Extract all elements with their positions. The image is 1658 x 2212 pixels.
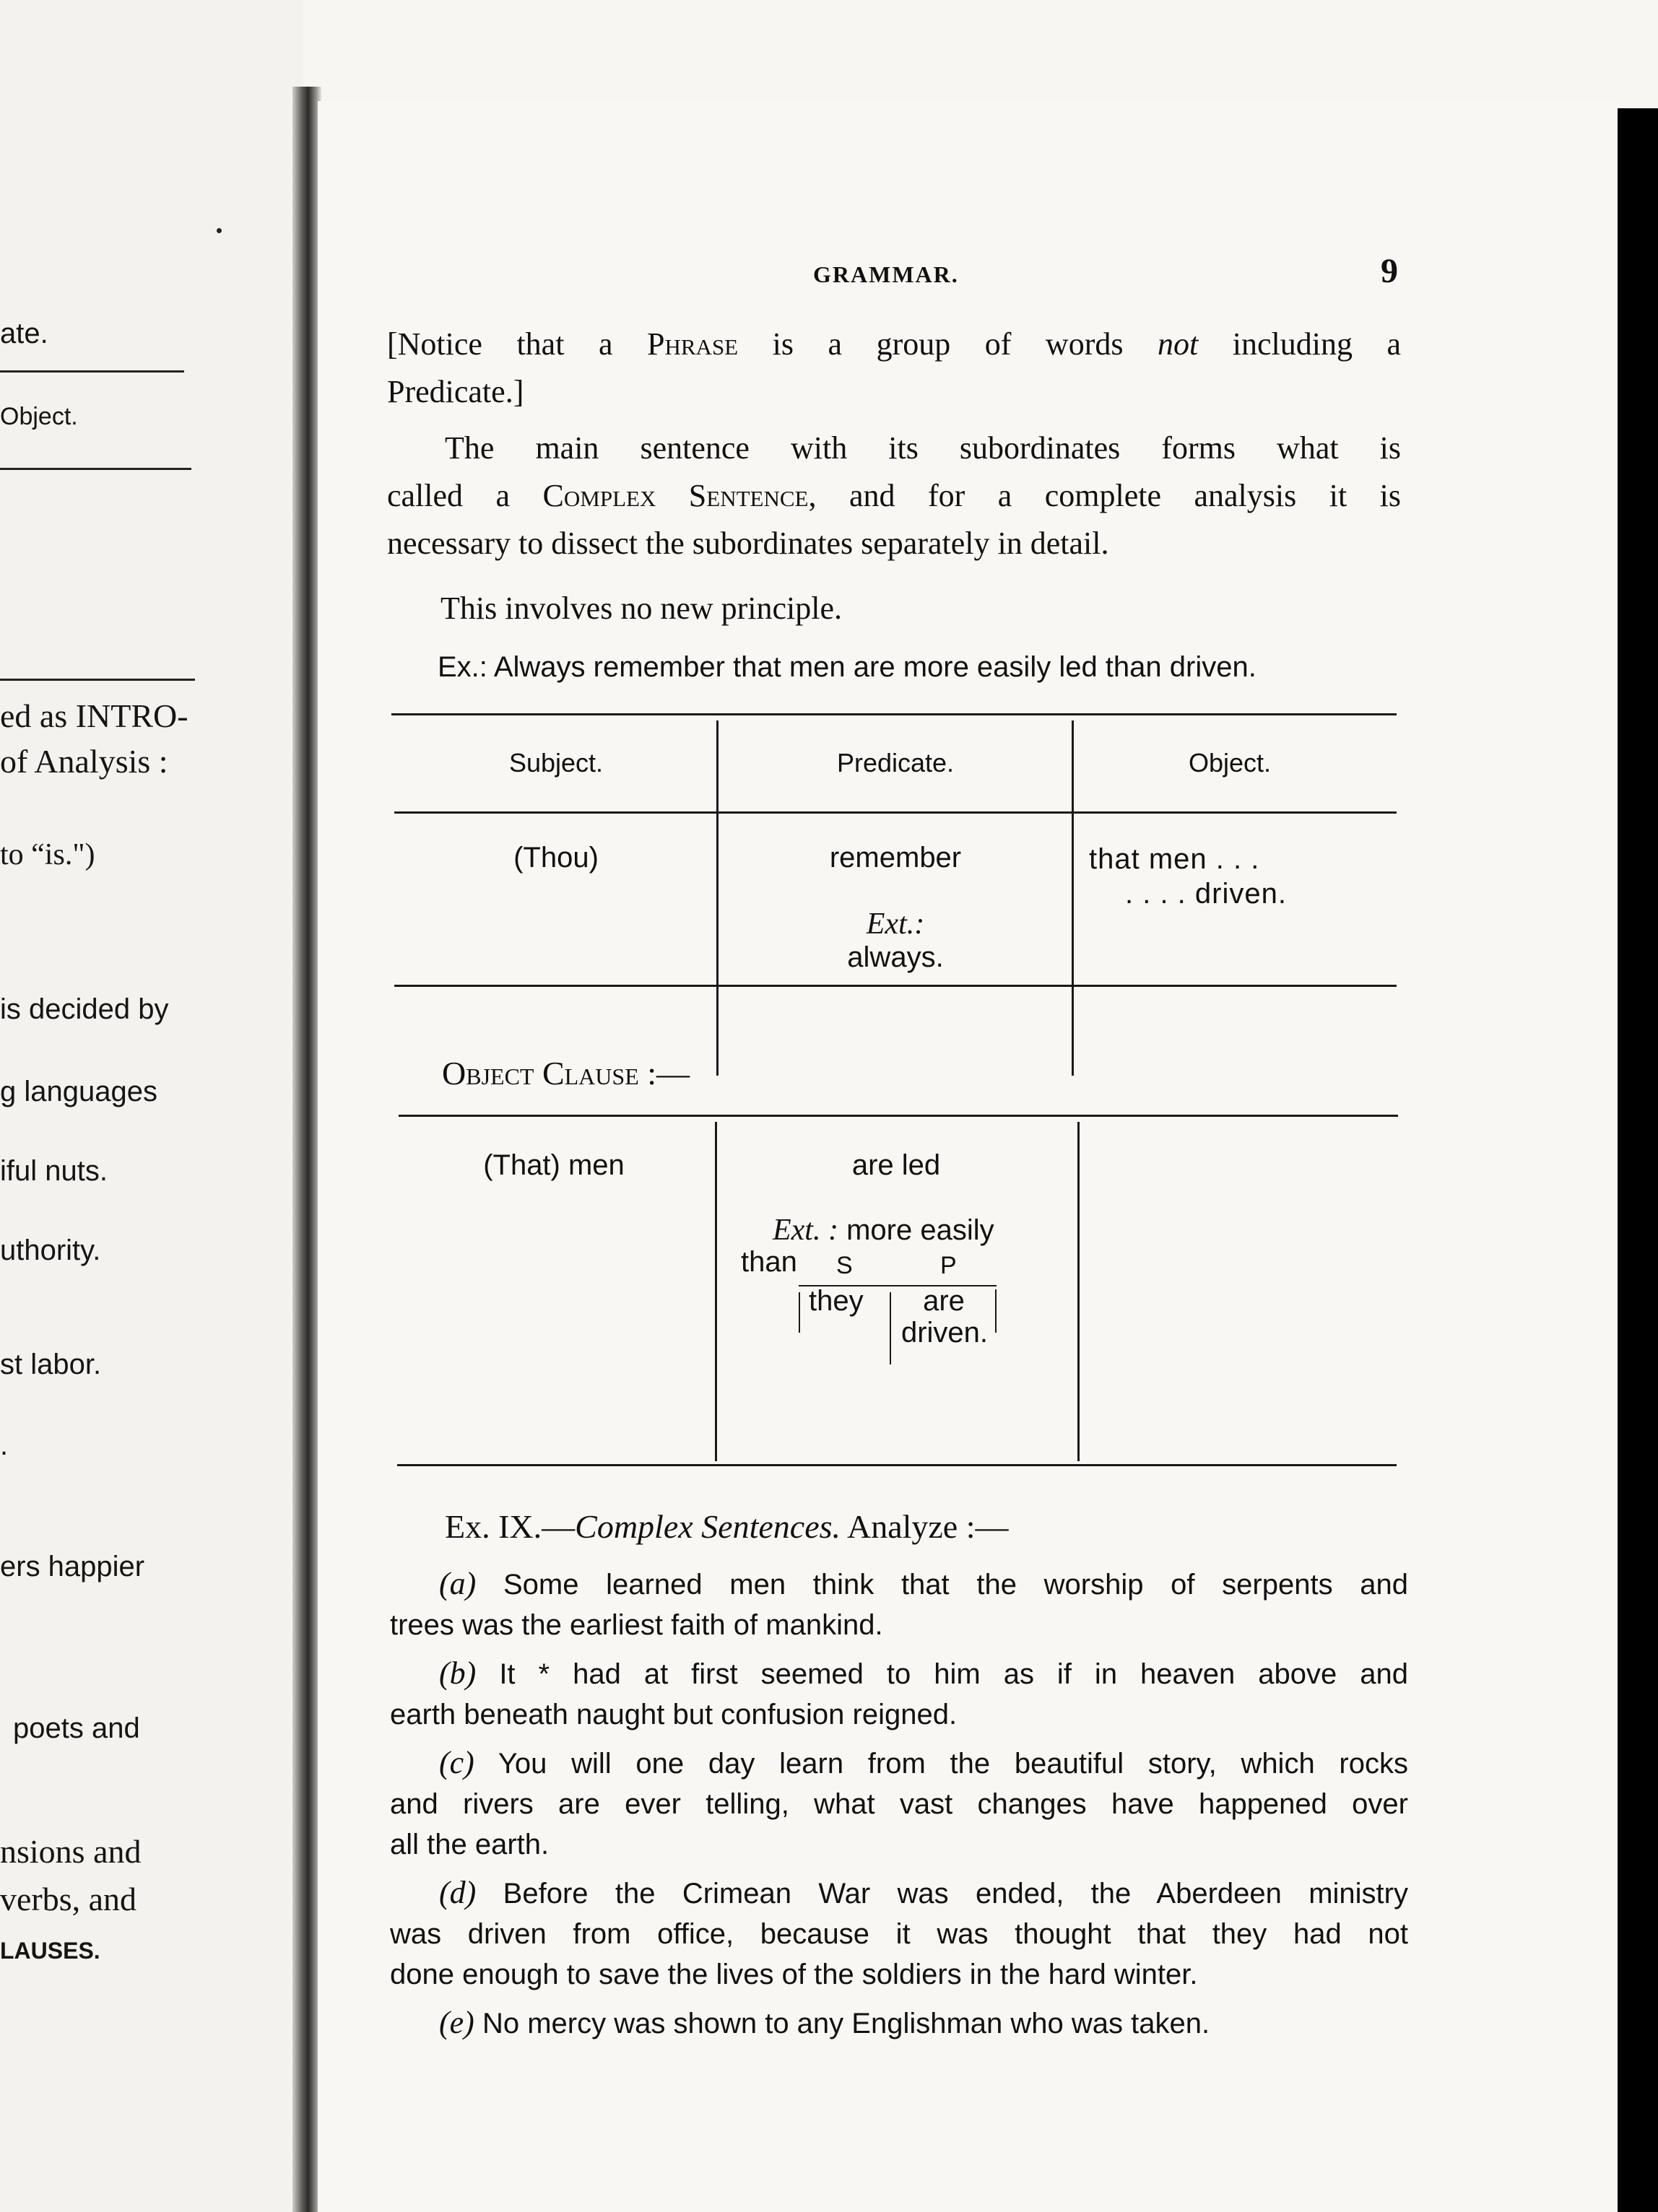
left-rule <box>0 679 195 681</box>
cell-predicate: remember <box>829 842 962 874</box>
clause-subject: (That) men <box>483 1149 625 1181</box>
left-line: of Analysis : <box>0 743 168 780</box>
left-line: Object. <box>0 403 78 430</box>
exercise-item-line <box>390 1743 1408 1784</box>
header-predicate: Predicate. <box>836 748 955 778</box>
left-rule <box>0 468 191 470</box>
notice-term: Phrase <box>647 326 739 362</box>
exercise-item-line: all the earth. <box>390 1829 550 1860</box>
exercise-title: Complex Sentences. <box>575 1508 841 1545</box>
notice-emphasis: not <box>1158 326 1199 362</box>
complex-term: Complex Sentence <box>542 478 809 513</box>
clause-extension <box>773 1213 994 1247</box>
exercise-item-line: earth beneath naught but confusion reigned. <box>390 1699 958 1730</box>
exercise-number: Ex. IX. <box>445 1508 542 1545</box>
example-label: Ex.: <box>438 651 487 683</box>
table-rule-top <box>391 713 1397 715</box>
sub-analysis-divider <box>890 1292 891 1364</box>
sub-analysis-divider <box>995 1289 997 1333</box>
item-text: It * had at first seemed to him as if in heaven above and <box>499 1658 1408 1690</box>
exercise-item-line: was driven from office, because it was thought that they had not <box>390 1918 1408 1950</box>
exercise-item-line <box>390 1653 1408 1694</box>
table-rule-bottom <box>394 985 1397 987</box>
item-label: (e) <box>439 2005 474 2040</box>
table-column-divider <box>716 720 719 1076</box>
left-line: LAUSES. <box>0 1938 100 1964</box>
left-rule <box>0 370 184 373</box>
left-line: to “is.") <box>0 838 95 871</box>
clause-predicate: are led <box>851 1149 941 1181</box>
sub-subject: they <box>809 1285 864 1317</box>
left-line: . <box>0 1429 9 1461</box>
complex-line-1: The main sentence with its subordinates forms what is <box>445 430 1401 466</box>
book-page <box>318 101 1618 2212</box>
exercise-item-b <box>390 1653 1408 1735</box>
left-line: ers happier <box>0 1551 145 1582</box>
left-line: is decided by <box>0 993 169 1025</box>
table-column-divider <box>1072 720 1074 1076</box>
left-line: uthority. <box>0 1235 101 1266</box>
table-rule-header <box>394 811 1397 814</box>
cell-object-line-2: . . . . driven. <box>1125 878 1287 910</box>
left-line: ate. <box>0 318 48 349</box>
clause-extension-text: more easily <box>846 1214 994 1246</box>
principle-line: This involves no new principle. <box>440 591 843 626</box>
clause-p-label: P <box>940 1252 957 1279</box>
ink-speck <box>217 228 222 233</box>
clause-than: than <box>741 1246 797 1278</box>
cell-extension: always. <box>847 941 944 973</box>
exercise-instruction: Analyze :— <box>841 1508 1009 1545</box>
cell-object-line-1: that men . . . <box>1089 843 1260 875</box>
item-text: No mercy was shown to any Englishman who was taken. <box>482 2008 1210 2039</box>
exercise-dash: — <box>542 1508 576 1545</box>
cell-subject: (Thou) <box>513 842 599 874</box>
exercise-item-c <box>390 1743 1408 1865</box>
item-text: Some learned men think that the worship of serpents and <box>503 1569 1408 1601</box>
clause-rule-bottom <box>397 1464 1397 1466</box>
item-text: You will one day learn from the beautiful story, which rocks <box>498 1748 1409 1780</box>
left-line: iful nuts. <box>0 1155 108 1187</box>
item-label: (d) <box>439 1875 477 1910</box>
object-clause-label: Object Clause :— <box>442 1055 690 1092</box>
notice-text: including a <box>1198 326 1402 362</box>
item-label: (a) <box>439 1566 477 1601</box>
exercise-item-line: done enough to save the lives of the soldiers in the hard winter. <box>390 1959 1198 1990</box>
notice-text: [Notice that a <box>387 326 648 362</box>
notice-text: is a group of words <box>738 326 1158 362</box>
exercise-item-line: and rivers are ever telling, what vast changes have happened over <box>390 1788 1408 1820</box>
complex-text: called a <box>387 478 543 513</box>
running-header: GRAMMAR. <box>813 261 959 287</box>
example-text: Always remember that men are more easily led than driven. <box>493 651 1256 683</box>
item-label: (c) <box>439 1745 474 1780</box>
example-line <box>438 651 1256 684</box>
book-gutter <box>292 87 321 2212</box>
cell-extension-label: Ext.: <box>866 907 925 941</box>
page-number: 9 <box>1381 252 1398 290</box>
clause-extension-label: Ext. : <box>773 1214 838 1247</box>
exercise-item-d <box>390 1873 1408 1995</box>
left-line: st labor. <box>0 1349 102 1380</box>
sub-analysis-divider <box>799 1292 800 1333</box>
notice-line-1 <box>387 321 1401 368</box>
clause-s-label: S <box>836 1252 853 1279</box>
complex-line-3: necessary to dissect the subordinates separately in detail. <box>387 526 1109 561</box>
page-top-edge <box>303 0 1658 108</box>
complex-text: , and for a complete analysis it is <box>808 478 1401 513</box>
clause-column-divider <box>715 1122 717 1461</box>
left-line: ed as INTRO- <box>0 697 188 734</box>
left-line: verbs, and <box>0 1881 137 1917</box>
clause-column-divider <box>1077 1122 1080 1461</box>
exercise-item-line <box>390 2003 1408 2044</box>
sub-predicate-2: driven. <box>900 1317 989 1349</box>
clause-rule-top <box>399 1115 1398 1117</box>
left-line: nsions and <box>0 1833 142 1870</box>
exercise-item-e <box>390 2003 1408 2044</box>
item-label: (b) <box>439 1655 477 1691</box>
left-facing-page <box>0 0 303 2212</box>
exercise-heading <box>445 1507 1009 1546</box>
exercise-item-a <box>390 1564 1408 1645</box>
item-text: Before the Crimean War was ended, the Aberdeen ministry <box>503 1878 1408 1910</box>
notice-line-2: Predicate.] <box>387 374 524 409</box>
exercise-item-line: trees was the earliest faith of mankind. <box>390 1609 883 1641</box>
header-object: Object. <box>1188 748 1272 778</box>
exercise-item-line <box>390 1873 1408 1914</box>
sub-predicate-1: are <box>923 1285 965 1317</box>
complex-line-2 <box>387 472 1401 520</box>
exercise-item-line <box>390 1564 1408 1605</box>
left-line: poets and <box>13 1712 140 1744</box>
left-line: g languages <box>0 1076 157 1107</box>
header-subject: Subject. <box>508 748 604 778</box>
